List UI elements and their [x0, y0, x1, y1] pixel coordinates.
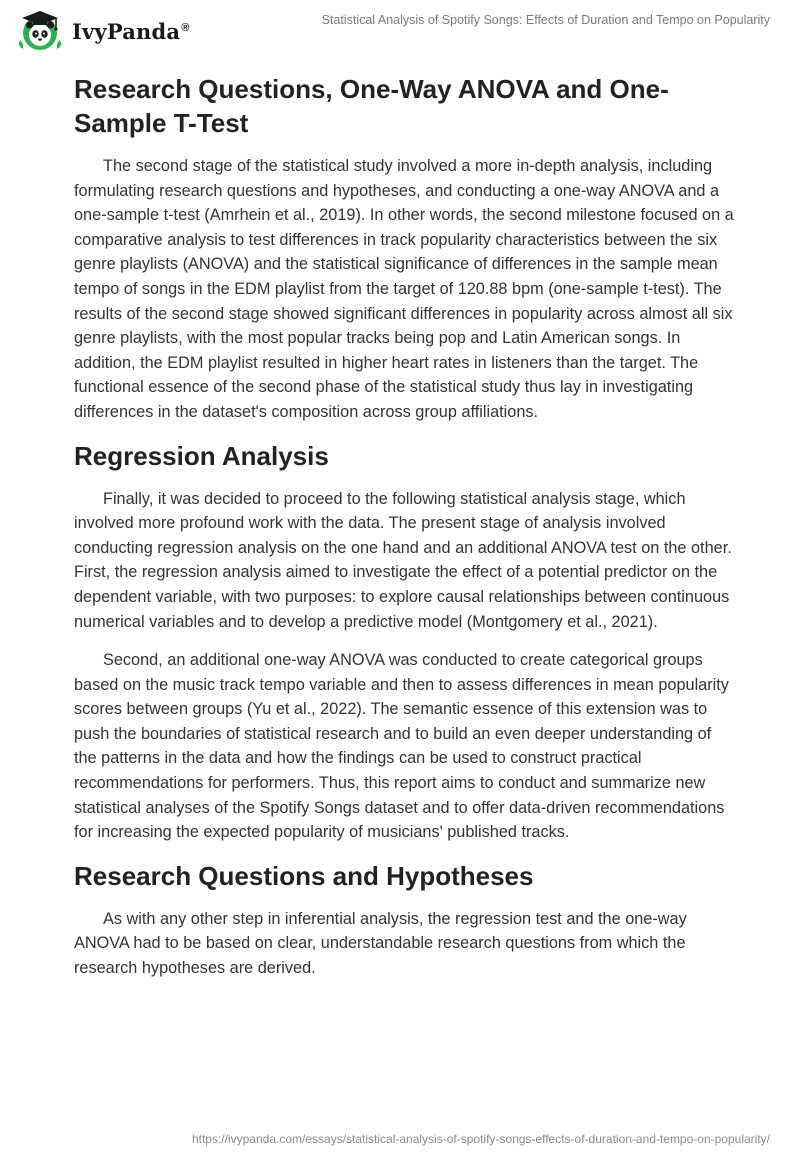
- paragraph-regression-intro: Finally, it was decided to proceed to the following statistical analysis stage, which involved more profound work with the data. The present stage of analysis involved conducting regression analysis on the one hand and an additional ANOVA test on the other. First, the regression analysis aimed to investigate the effect of a potential predictor on the dependent variable, with two purposes: to explore causal relationships between continuous numerical variables and to develop a predictive model (Montgomery et al., 2021).: [74, 489, 732, 631]
- source-url[interactable]: https://ivypanda.com/essays/statistical-analysis-of-spotify-songs-effects-of-duration-and-tempo-on-popularity/: [191, 1132, 770, 1146]
- section-heading-hypotheses: Research Questions and Hypotheses: [74, 860, 534, 891]
- paragraph-additional-anova: Second, an additional one-way ANOVA was conducted to create categorical groups based on the music track tempo variable and then to assess differences in mean popularity scores between groups (Yu et al., 2022). The semantic essence of this extension was to push the boundaries of statistical research and to build an even deeper understanding of the patterns in the data and how the findings can be used to construct practical recommendations for performers. Thus, this report aims to conduct and summarize new statistical analyses of the Spotify Songs dataset and to offer data-driven recommendations for increasing the expected popularity of musicians' published tracks.: [74, 651, 729, 842]
- article-body: [74, 72, 736, 981]
- document-title: Statistical Analysis of Spotify Songs: Effects of Duration and Tempo on Popularity: [321, 13, 770, 27]
- paragraph-second-stage: The second stage of the statistical study involved a more in-depth analysis, including formulating research questions and hypotheses, and conducting a one-way ANOVA and a one-sample t-test (Amrhein et al., 2019). In other words, the second milestone focused on a comparative analysis to test differences in track popularity characteristics between the six genre playlists (ANOVA) and the statistical significance of differences in the sample mean tempo of songs in the EDM playlist from the target of 120.88 bpm (one-sample t-test). The results of the second stage showed significant differences in popularity across almost all six genre playlists, with the most popular tracks being pop and Latin American songs. In addition, the EDM playlist resulted in higher heart rates in listeners than the target. The functional essence of the second phase of the statistical study thus lay in investigating differences in the dataset's composition across group affiliations.: [74, 157, 734, 421]
- paragraph-hypotheses: As with any other step in inferential analysis, the regression test and the one-way ANOVA had to be based on clear, understandable research questions from which the research hypotheses are derived.: [74, 909, 687, 978]
- ivypanda-logo[interactable]: [14, 8, 190, 52]
- section-heading-regression: Regression Analysis: [74, 440, 329, 471]
- graduation-cap-panda-icon: [14, 8, 66, 52]
- section-heading-anova-ttest: Research Questions, One-Way ANOVA and One-Sample T-Test: [74, 74, 669, 138]
- logo-text: IvyPanda®: [72, 18, 190, 44]
- page-header: [0, 0, 800, 64]
